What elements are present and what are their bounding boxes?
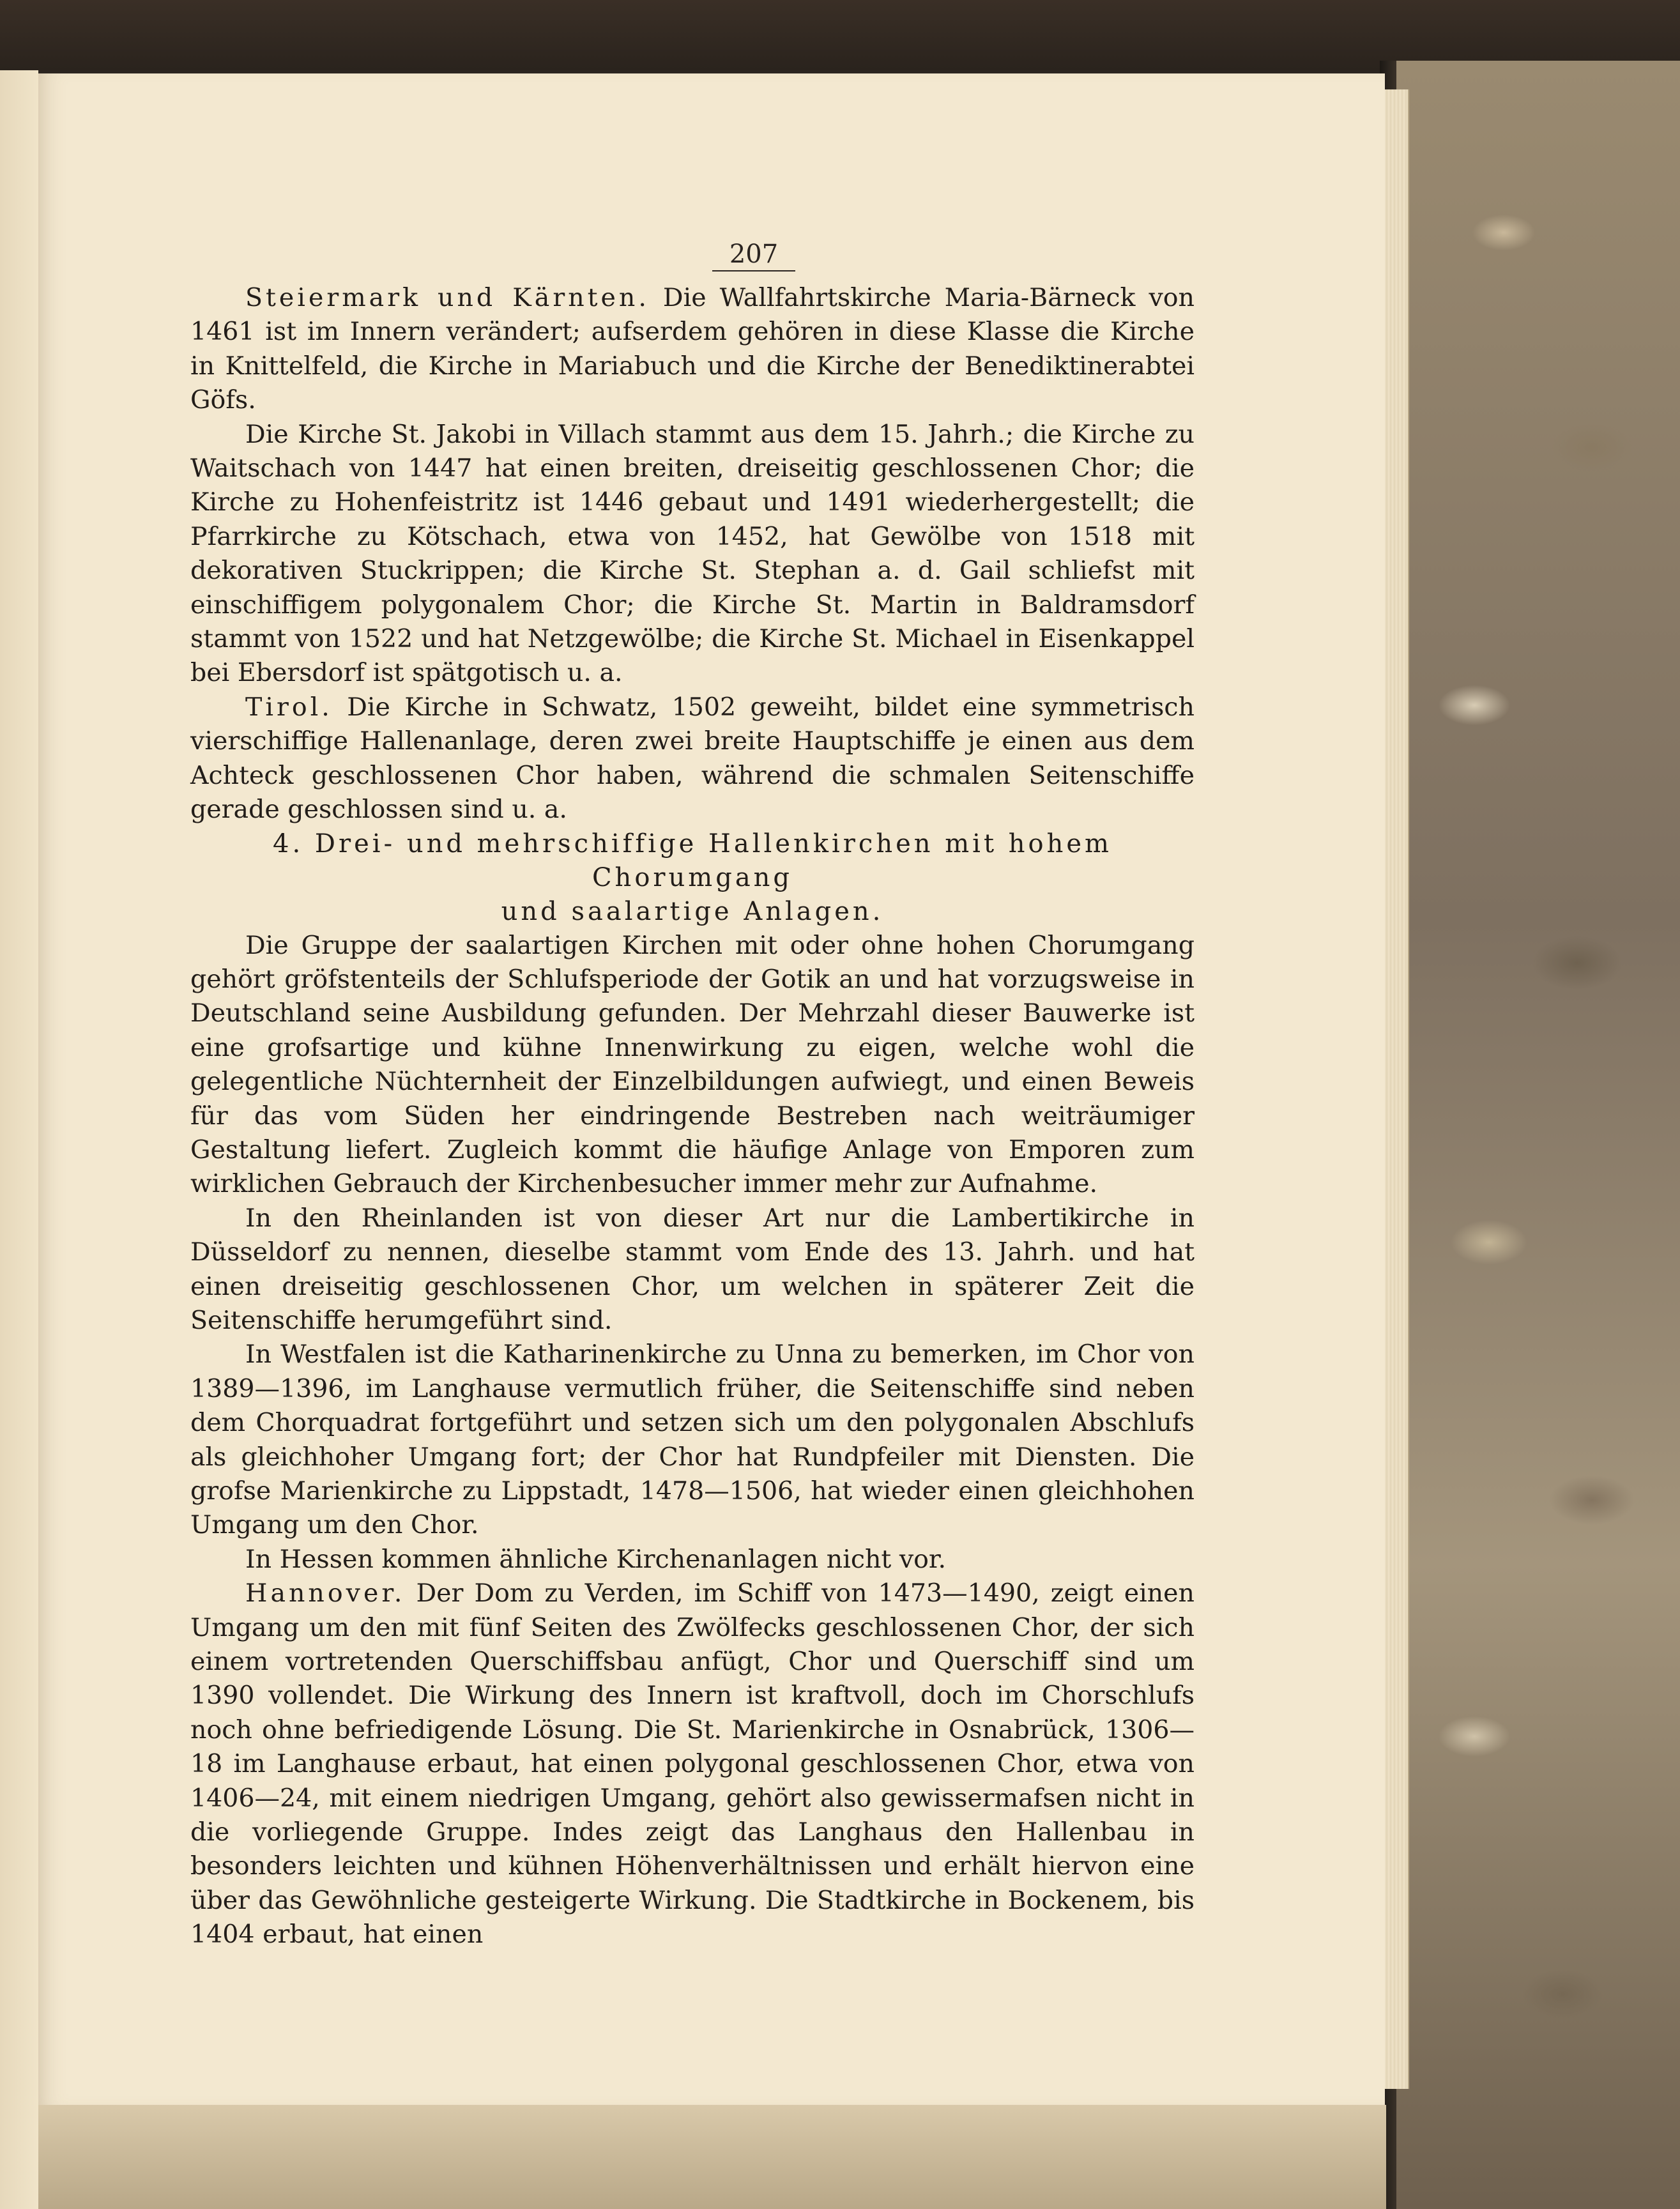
paragraph	[190, 1577, 1195, 1952]
scan-background-top	[0, 0, 1680, 70]
paragraph	[190, 929, 1195, 1202]
section-heading-line2: und saalartige Anlagen.	[501, 896, 884, 926]
paragraph-text: Die Kirche in Schwatz, 1502 geweiht, bildet eine symmetrisch vierschiffige Hallenanlage, deren zwei breite Hauptschiffe je einen aus dem Achteck geschlossenen Chor haben, während die schmalen Seitenschiffe gerade geschlossen sind u. a.	[190, 692, 1195, 825]
paragraph	[190, 1338, 1195, 1542]
section-heading	[190, 827, 1195, 929]
page-bottom-shadow	[38, 2105, 1386, 2209]
paragraph-text: Der Dom zu Verden, im Schiff von 1473—1490, zeigt einen Umgang um den mit fünf Seiten des Zwölfecks geschlossenen Chor, der sich einem vortretenden Querschiffsbau anfügt, Chor und Querschiff sind um 1390 vollendet. Die Wirkung des Innern ist kraftvoll, doch im Chorschlufs noch ohne befriedigende Lösung. Die St. Marienkirche in Osnabrück, 1306—18 im Langhause erbaut, hat einen polygonal geschlossenen Chor, etwa von 1406—24, mit einem niedrigen Umgang, gehört also gewissermafsen nicht in die vorliegende Gruppe. Indes zeigt das Langhaus den Hallenbau in besonders leichten und kühnen Höhenverhältnissen und erhält hiervon eine über das Gewöhnliche gesteigerte Wirkung. Die Stadtkirche in Bockenem, bis 1404 erbaut, hat einen	[190, 1578, 1195, 1950]
page-body-text	[190, 281, 1195, 1952]
section-heading-line1: 4. Drei- und mehrschiffige Hallenkirchen mit hohem Chorumgang	[273, 829, 1112, 892]
paragraph-text: Die Gruppe der saalartigen Kirchen mit oder ohne hohen Chorumgang gehört gröfstenteils der Schlufsperiode der Gotik an und hat vorzugsweise in Deutschland seine Ausbildung gefunden. Der Mehrzahl dieser Bauwerke ist eine grofsartige und kühne Innenwirkung zu eigen, welche wohl die gelegentliche Nüchternheit der Einzelbildungen aufwiegt, und einen Beweis für das vom Süden her eindringende Bestreben nach weiträumiger Gestaltung liefert. Zugleich kommt die häufige Anlage von Emporen zum wirklichen Gebrauch der Kirchenbesucher immer mehr zur Aufnahme.	[190, 930, 1195, 1199]
left-page-edge	[0, 70, 38, 2209]
paragraph-lead: Steiermark und Kärnten.	[245, 283, 650, 312]
paragraph-text: In den Rheinlanden ist von dieser Art nur die Lambertikirche in Düsseldorf zu nennen, dieselbe stammt vom Ende des 13. Jahrh. und hat einen dreiseitig geschlossenen Chor, um welchen in späterer Zeit die Seitenschiffe herumgeführt sind.	[190, 1203, 1195, 1335]
paragraph-lead: Hannover.	[245, 1578, 406, 1609]
paragraph	[190, 281, 1195, 418]
paragraph	[190, 1202, 1195, 1338]
paragraph-text: Die Kirche St. Jakobi in Villach stammt aus dem 15. Jahrh.; die Kirche zu Waitschach von 1447 hat einen breiten, dreiseitig geschlossenen Chor; die Kirche zu Hohenfeistritz ist 1446 gebaut und 1491 wiederhergestellt; die Pfarrkirche zu Kötschach, etwa von 1452, hat Gewölbe von 1518 mit dekorativen Stuckrippen; die Kirche St. Stephan a. d. Gail schliefst mit einschiffigem polygonalem Chor; die Kirche St. Martin in Baldramsdorf stammt von 1522 und hat Netzgewölbe; die Kirche St. Michael in Eisenkappel bei Ebersdorf ist spätgotisch u. a.	[190, 419, 1195, 688]
page-number: 207	[712, 240, 795, 271]
marbled-cover	[1386, 61, 1680, 2209]
paragraph-text: Die Wallfahrtskirche Maria-Bärneck von 1461 ist im Innern verändert; aufserdem gehören in diese Klasse die Kirche in Knittelfeld, die Kirche in Mariabuch und die Kirche der Benediktinerabtei Göfs.	[190, 283, 1195, 415]
paragraph-text: In Westfalen ist die Katharinenkirche zu Unna zu bemerken, im Chor von 1389—1396, im Langhause vermutlich früher, die Seitenschiffe sind neben dem Chorquadrat fortgeführt und setzen sich um den polygonalen Abschlufs als gleichhoher Umgang fort; der Chor hat Rundpfeiler mit Diensten. Die grofse Marienkirche zu Lippstadt, 1478—1506, hat wieder einen gleichhohen Umgang um den Chor.	[190, 1340, 1195, 1540]
paragraph	[190, 691, 1195, 827]
paragraph	[190, 418, 1195, 691]
paragraph	[190, 1543, 1195, 1577]
paragraph-lead: Tirol.	[245, 692, 333, 722]
page-block-edges	[1385, 89, 1409, 2089]
paragraph-text: In Hessen kommen ähnliche Kirchenanlagen nicht vor.	[245, 1544, 947, 1574]
